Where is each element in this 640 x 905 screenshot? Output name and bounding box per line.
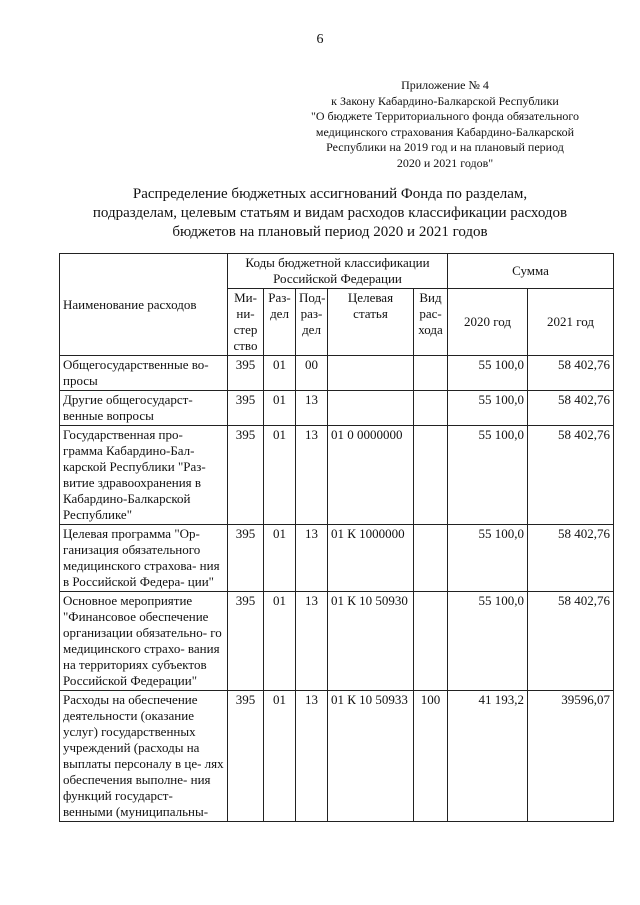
cell-name: Общегосударственные во- просы bbox=[60, 356, 228, 391]
cell-section: 01 bbox=[264, 426, 296, 525]
cell-target bbox=[328, 391, 414, 426]
cell-subsection: 13 bbox=[296, 592, 328, 691]
cell-name: Государственная про- грамма Кабардино-Бал- карской Республики "Раз- витие здравоохранения в Кабардино-Балкарской Республике" bbox=[60, 426, 228, 525]
cell-sum-2020: 55 100,0 bbox=[448, 426, 528, 525]
cell-target: 01 К 10 50930 bbox=[328, 592, 414, 691]
appendix-line: Республики на 2019 год и на плановый период bbox=[326, 140, 564, 154]
cell-sum-2020: 55 100,0 bbox=[448, 391, 528, 426]
table-row bbox=[60, 391, 614, 426]
table-row bbox=[60, 525, 614, 592]
header-year-2020: 2020 год bbox=[448, 289, 528, 356]
cell-sum-2021: 58 402,76 bbox=[528, 391, 614, 426]
cell-name: Основное мероприятие "Финансовое обеспечение организации обязательно- го медицинского страхо- вания на территориях субъектов Российской Федерации" bbox=[60, 592, 228, 691]
title-line: бюджетов на плановый период 2020 и 2021 годов bbox=[172, 224, 488, 240]
cell-sum-2020: 41 193,2 bbox=[448, 691, 528, 822]
cell-subsection: 13 bbox=[296, 525, 328, 592]
header-name: Наименование расходов bbox=[60, 254, 228, 356]
header-subsection: Под- раз- дел bbox=[296, 289, 328, 356]
cell-ministry: 395 bbox=[228, 691, 264, 822]
table-row bbox=[60, 426, 614, 525]
header-codes-group: Коды бюджетной классификации Российской Федерации bbox=[228, 254, 448, 289]
cell-sum-2020: 55 100,0 bbox=[448, 356, 528, 391]
cell-sum-2021: 58 402,76 bbox=[528, 592, 614, 691]
cell-target: 01 К 1000000 bbox=[328, 525, 414, 592]
cell-ministry: 395 bbox=[228, 356, 264, 391]
cell-target bbox=[328, 356, 414, 391]
cell-expense-type bbox=[414, 391, 448, 426]
appendix-line: медицинского страхования Кабардино-Балкарской bbox=[315, 124, 575, 139]
cell-ministry: 395 bbox=[228, 525, 264, 592]
document-title bbox=[40, 185, 620, 242]
appendix-header bbox=[290, 78, 600, 171]
cell-sum-2021: 58 402,76 bbox=[528, 356, 614, 391]
cell-sum-2021: 58 402,76 bbox=[528, 426, 614, 525]
cell-section: 01 bbox=[264, 356, 296, 391]
cell-sum-2020: 55 100,0 bbox=[448, 525, 528, 592]
header-expense-type: Вид рас- хода bbox=[414, 289, 448, 356]
cell-sum-2021: 58 402,76 bbox=[528, 525, 614, 592]
cell-name: Другие общегосударст- венные вопросы bbox=[60, 391, 228, 426]
cell-name: Целевая программа "Ор- ганизация обязательного медицинского страхова- ния в Российской Федера- ции" bbox=[60, 525, 228, 592]
cell-section: 01 bbox=[264, 391, 296, 426]
header-target: Целевая статья bbox=[328, 289, 414, 356]
cell-subsection: 00 bbox=[296, 356, 328, 391]
table-row bbox=[60, 592, 614, 691]
cell-subsection: 13 bbox=[296, 426, 328, 525]
cell-expense-type bbox=[414, 356, 448, 391]
cell-section: 01 bbox=[264, 592, 296, 691]
cell-target: 01 0 0000000 bbox=[328, 426, 414, 525]
cell-subsection: 13 bbox=[296, 691, 328, 822]
cell-target: 01 К 10 50933 bbox=[328, 691, 414, 822]
budget-table bbox=[59, 253, 614, 822]
cell-sum-2020: 55 100,0 bbox=[448, 592, 528, 691]
appendix-line: Приложение № 4 bbox=[401, 78, 489, 92]
title-line: Распределение бюджетных ассигнований Фонда по разделам, bbox=[132, 186, 528, 202]
header-year-2021: 2021 год bbox=[528, 289, 614, 356]
table-row bbox=[60, 691, 614, 822]
cell-expense-type bbox=[414, 525, 448, 592]
header-ministry: Ми- ни- стер ство bbox=[228, 289, 264, 356]
appendix-line: к Закону Кабардино-Балкарской Республики bbox=[331, 93, 559, 108]
cell-expense-type bbox=[414, 426, 448, 525]
cell-ministry: 395 bbox=[228, 426, 264, 525]
cell-ministry: 395 bbox=[228, 391, 264, 426]
cell-sum-2021: 39596,07 bbox=[528, 691, 614, 822]
title-line: подразделам, целевым статьям и видам расходов классификации расходов bbox=[92, 205, 568, 221]
header-section: Раз- дел bbox=[264, 289, 296, 356]
appendix-line: 2020 и 2021 годов" bbox=[396, 155, 494, 170]
cell-expense-type bbox=[414, 592, 448, 691]
cell-ministry: 395 bbox=[228, 592, 264, 691]
cell-section: 01 bbox=[264, 691, 296, 822]
page-number: 6 bbox=[316, 32, 324, 47]
table-row bbox=[60, 356, 614, 391]
header-sum-group: Сумма bbox=[448, 254, 614, 289]
cell-section: 01 bbox=[264, 525, 296, 592]
cell-subsection: 13 bbox=[296, 391, 328, 426]
cell-name: Расходы на обеспечение деятельности (оказание услуг) государственных учреждений (расходы на выплаты персоналу в це- лях обеспечения выполне- ния функций государст- венными (муниципальны- bbox=[60, 691, 228, 822]
table-header-row bbox=[60, 254, 614, 289]
appendix-line: "О бюджете Территориального фонда обязательного bbox=[310, 109, 579, 123]
cell-expense-type: 100 bbox=[414, 691, 448, 822]
